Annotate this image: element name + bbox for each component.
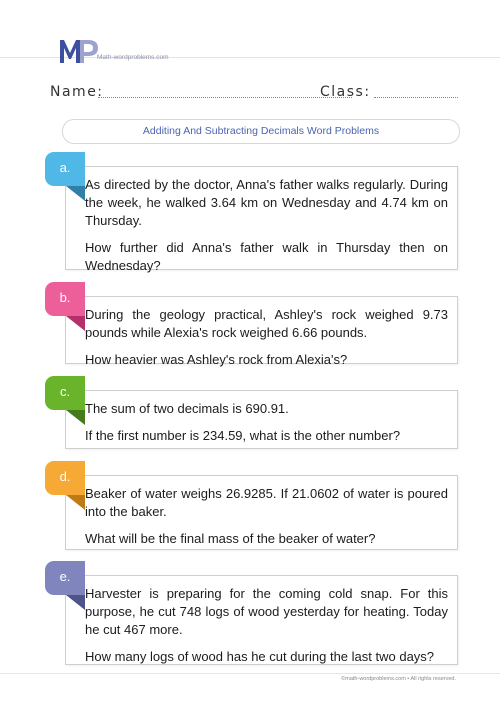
problem-box-c <box>65 390 458 449</box>
problem-letter-a: a. <box>45 152 85 186</box>
problem-letter-b: b. <box>45 282 85 316</box>
problem-c-text: The sum of two decimals is 690.91. <box>85 401 289 416</box>
problem-tag-d <box>45 461 85 510</box>
tag-fold-icon <box>66 410 85 425</box>
footer-divider <box>0 673 500 674</box>
problem-letter-d: d. <box>45 461 85 495</box>
tag-fold-icon <box>66 316 85 331</box>
class-label: Class: <box>320 84 371 100</box>
class-field[interactable] <box>374 97 458 98</box>
problem-box-b <box>65 296 458 367</box>
problem-b-question: How heavier was Ashley's rock from Alexia's? <box>85 352 348 367</box>
footer-copyright: ©math-wordproblems.com • All rights reserved. <box>341 676 456 682</box>
problem-letter-c: c. <box>45 376 85 410</box>
problem-letter-e: e. <box>45 561 85 595</box>
problem-tag-e <box>45 561 85 610</box>
name-label: Name: <box>50 84 104 100</box>
problem-a-text: As directed by the doctor, Anna's father walks regularly. During the week, he walked 3.64 km on Wednesday and 4.74 km on Thursday. <box>85 177 448 228</box>
problem-box-e <box>65 575 458 665</box>
problem-d-text: Beaker of water weighs 26.9285. If 21.0602 of water is poured into the baker. <box>85 486 448 519</box>
problem-e-question: How many logs of wood has he cut during the last two days? <box>85 649 435 664</box>
problem-tag-a <box>45 152 85 201</box>
name-field[interactable] <box>98 97 352 98</box>
problem-d-question: What will be the final mass of the beaker of water? <box>85 531 376 546</box>
problem-tag-b <box>45 282 85 331</box>
tag-fold-icon <box>66 495 85 510</box>
name-class-row <box>50 84 460 104</box>
worksheet-title: Additing And Subtracting Decimals Word Problems <box>62 119 460 144</box>
site-name: Math-wordproblems.com <box>97 54 169 61</box>
problem-a-question: How further did Anna's father walk in Thursday then on Wednesday? <box>85 240 448 273</box>
problem-tag-c <box>45 376 85 425</box>
tag-fold-icon <box>66 595 85 610</box>
problem-c-question: If the first number is 234.59, what is the other number? <box>85 428 401 443</box>
problem-box-a <box>65 166 458 273</box>
problem-box-d <box>65 475 458 550</box>
problem-b-text: During the geology practical, Ashley's rock weighed 9.73 pounds while Alexia's rock weighed 6.66 pounds. <box>85 307 448 340</box>
logo-icon <box>58 36 100 66</box>
problem-e-text: Harvester is preparing for the coming cold snap. For this purpose, he cut 748 logs of wood yesterday for heating. Today he cut 467 more. <box>85 586 448 637</box>
tag-fold-icon <box>66 186 85 201</box>
